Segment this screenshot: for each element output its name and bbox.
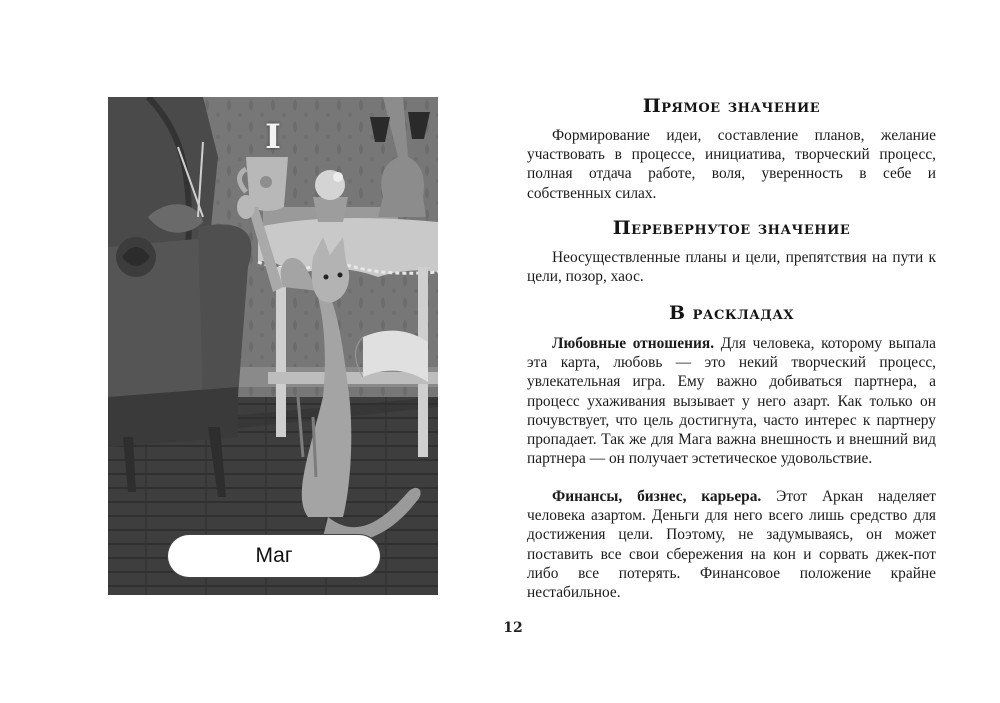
reversed-meaning-heading: Перевернутое значение (612, 217, 851, 239)
finance-career-paragraph (527, 487, 936, 602)
reversed-meaning-text: Неосуществленные планы и цели, препятствия на пути к цели, позор, хаос. (527, 249, 936, 286)
finance-career-text: Этот Аркан наделяет человека азартом. Деньги для него всего лишь средство для достижения цели. Поэтому, не задумываясь, он может поставить все свои сбережения на кон и сорвать джек-пот либо все потерять. Финансовое положение крайне нестабильное. (527, 488, 936, 602)
love-relationships-text: Для человека, которому выпала эта карта, любовь — это некий творческий процесс, увлекательная игра. Ему важно добиваться партнера, а процесс ухаживания вызывает у него азарт. Как только он почувствует, что цель достигнута, часто интерес к партнеру пропадает. Так же для Мага важна внешность и внешний вид партнера — он получает эстетическое удовольствие. (527, 335, 936, 468)
tarot-card-illustration (108, 97, 438, 595)
card-numeral: I (265, 117, 281, 157)
love-relationships-label: Любовные отношения. (552, 335, 715, 352)
upright-meaning-heading: Прямое значение (642, 95, 821, 117)
card-name-plate: Маг (168, 535, 380, 577)
upright-meaning-text: Формирование идеи, составление планов, желание участвовать в процессе, инициатива, творческий процесс, полная отдача работе, воля, уверенность в себе и собственных силах. (527, 127, 936, 202)
finance-career-label: Финансы, бизнес, карьера. (552, 488, 762, 505)
spreads-heading: В раскладах (668, 302, 795, 324)
love-relationships-paragraph (527, 334, 936, 468)
page-number: 12 (503, 620, 523, 636)
card-artwork (108, 97, 438, 595)
